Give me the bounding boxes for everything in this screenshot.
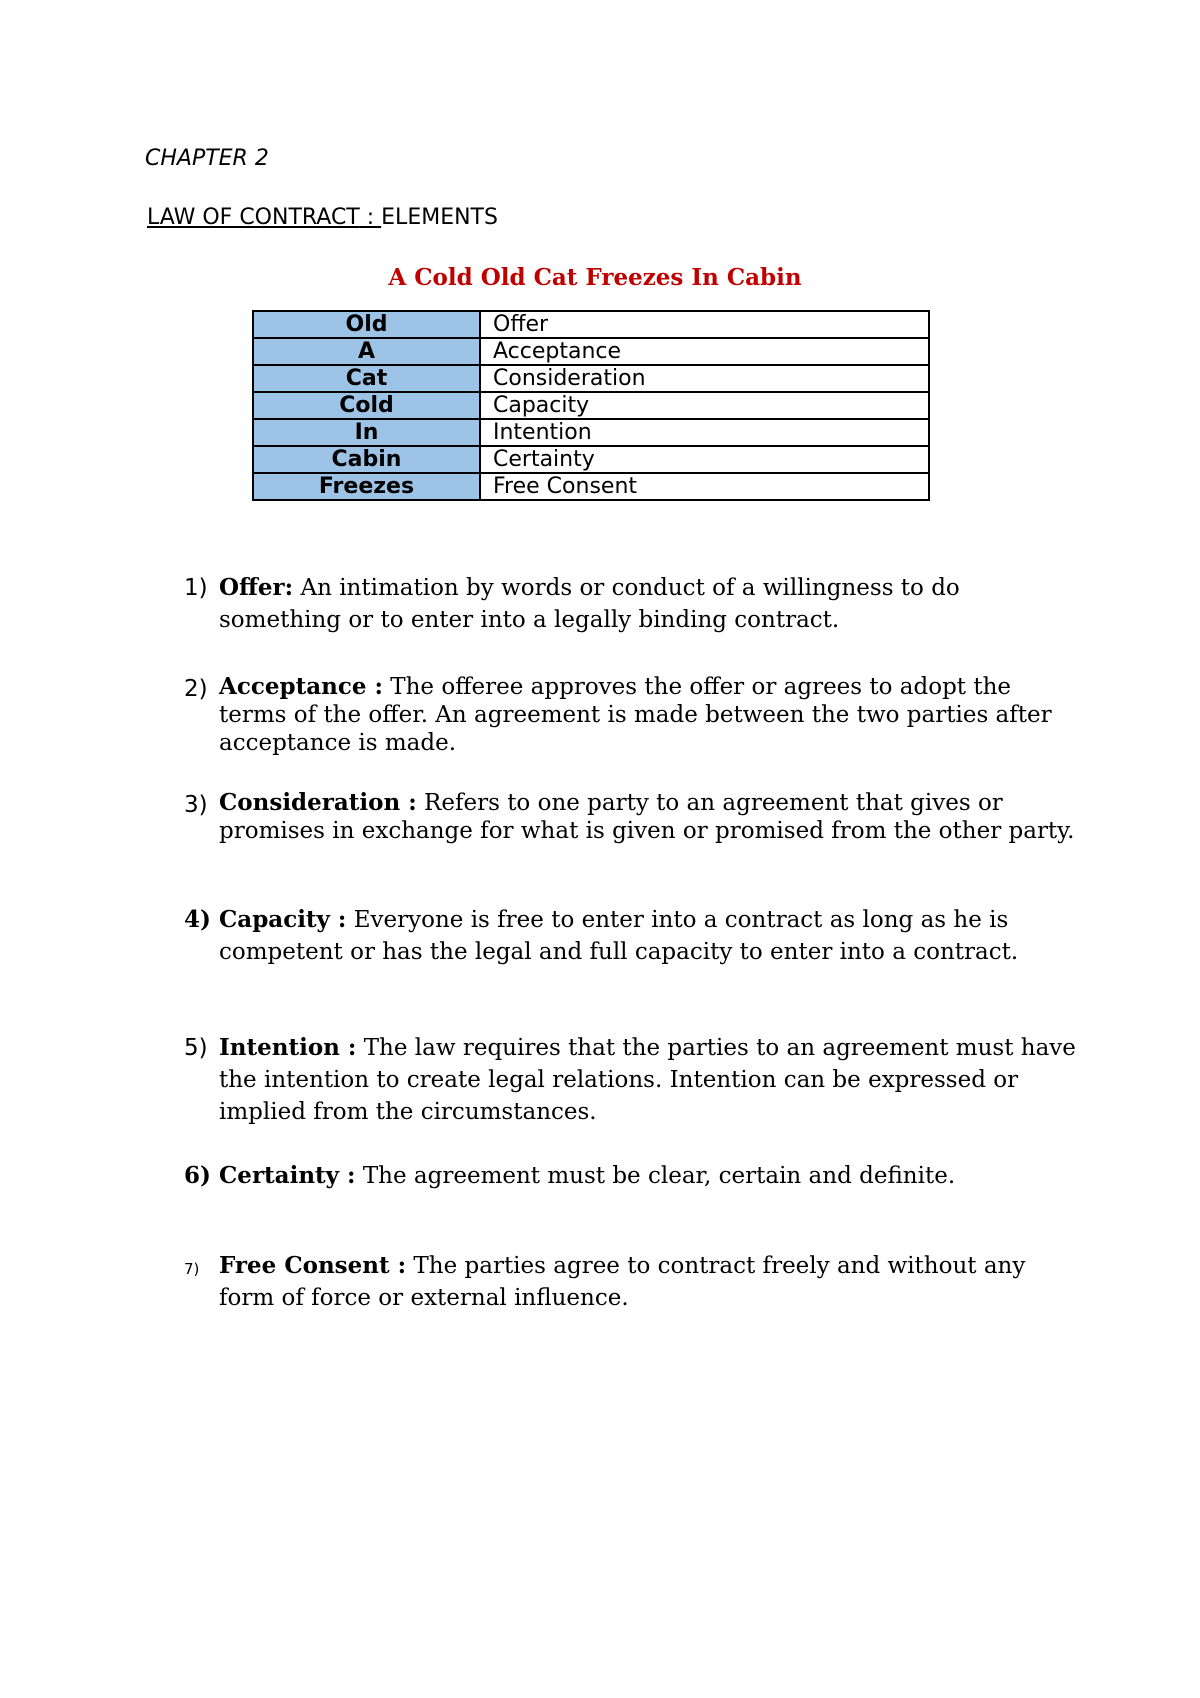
list-item-number: 6): [184, 1162, 211, 1189]
table-key-cell: A: [253, 338, 480, 365]
list-item: [184, 1250, 1084, 1314]
list-item: [184, 673, 1084, 757]
list-item-text: The offeree approves the offer or agrees to adopt the terms of the offer. An agreement is made between the two parties after acceptance is made.: [219, 674, 1052, 756]
list-item: [184, 1160, 1084, 1192]
list-item-number: 7): [184, 1260, 200, 1278]
list-item-text: Refers to one party to an agreement that gives or promises in exchange for what is given or promised from the other party.: [219, 790, 1075, 844]
list-item-number: 1): [184, 575, 208, 601]
table-row: [253, 419, 929, 446]
list-item-text: The parties agree to contract freely and without any form of force or external influence.: [219, 1253, 1026, 1311]
section-heading: [147, 205, 498, 231]
list-item: [184, 572, 1084, 636]
list-item-term: Certainty :: [219, 1162, 356, 1189]
table-row: [253, 311, 929, 338]
list-item: [184, 904, 1084, 968]
list-item-number: 3): [184, 792, 208, 818]
list-item-body: [219, 673, 1084, 757]
list-item-text: The law requires that the parties to an agreement must have the intention to create legal relations. Intention can be expressed or implied from the circumstances.: [219, 1035, 1076, 1125]
list-item-number: 5): [184, 1035, 208, 1061]
table-value-cell: Intention: [480, 419, 929, 446]
table-row: [253, 365, 929, 392]
section-heading-title: LAW OF CONTRACT: [147, 205, 360, 230]
mnemonic-title: [0, 264, 1200, 292]
mnemonic-text: A Cold Old Cat Freezes In Cabin: [388, 264, 802, 291]
list-item-term: Intention :: [219, 1034, 357, 1061]
table-row: [253, 473, 929, 500]
table-value-cell: Free Consent: [480, 473, 929, 500]
table-row: [253, 392, 929, 419]
list-item-term: Consideration :: [219, 789, 417, 816]
list-item-number: 2): [184, 676, 208, 702]
list-item-body: [219, 1160, 1084, 1192]
table-key-cell: Cat: [253, 365, 480, 392]
section-heading-separator: :: [359, 205, 382, 230]
list-item-text: The agreement must be clear, certain and definite.: [355, 1163, 956, 1189]
table-row: [253, 446, 929, 473]
list-item-text: Everyone is free to enter into a contract as long as he is competent or has the legal and full capacity to enter into a contract.: [219, 907, 1019, 965]
table-key-cell: Cabin: [253, 446, 480, 473]
list-item-term: Capacity :: [219, 906, 347, 933]
list-item: [184, 789, 1084, 845]
elements-table: [252, 310, 930, 501]
list-item-body: [219, 789, 1084, 845]
table-value-cell: Capacity: [480, 392, 929, 419]
section-heading-subtitle: ELEMENTS: [381, 205, 498, 230]
list-item-term: Offer:: [219, 574, 294, 601]
table-row: [253, 338, 929, 365]
list-item-term: Acceptance :: [219, 673, 383, 700]
list-item-body: [219, 1032, 1084, 1128]
list-item-body: [219, 572, 1084, 636]
table-value-cell: Offer: [480, 311, 929, 338]
table-value-cell: Acceptance: [480, 338, 929, 365]
list-item-body: [219, 904, 1084, 968]
list-item-body: [219, 1250, 1084, 1314]
table-key-cell: Cold: [253, 392, 480, 419]
list-item-text: An intimation by words or conduct of a willingness to do something or to enter into a legally binding contract.: [219, 575, 960, 633]
chapter-heading: CHAPTER 2: [145, 146, 269, 171]
list-item-number: 4): [184, 906, 211, 933]
list-item-term: Free Consent :: [219, 1252, 407, 1279]
table-value-cell: Consideration: [480, 365, 929, 392]
table-key-cell: Old: [253, 311, 480, 338]
table-value-cell: Certainty: [480, 446, 929, 473]
table-key-cell: In: [253, 419, 480, 446]
list-item: [184, 1032, 1084, 1128]
table-key-cell: Freezes: [253, 473, 480, 500]
